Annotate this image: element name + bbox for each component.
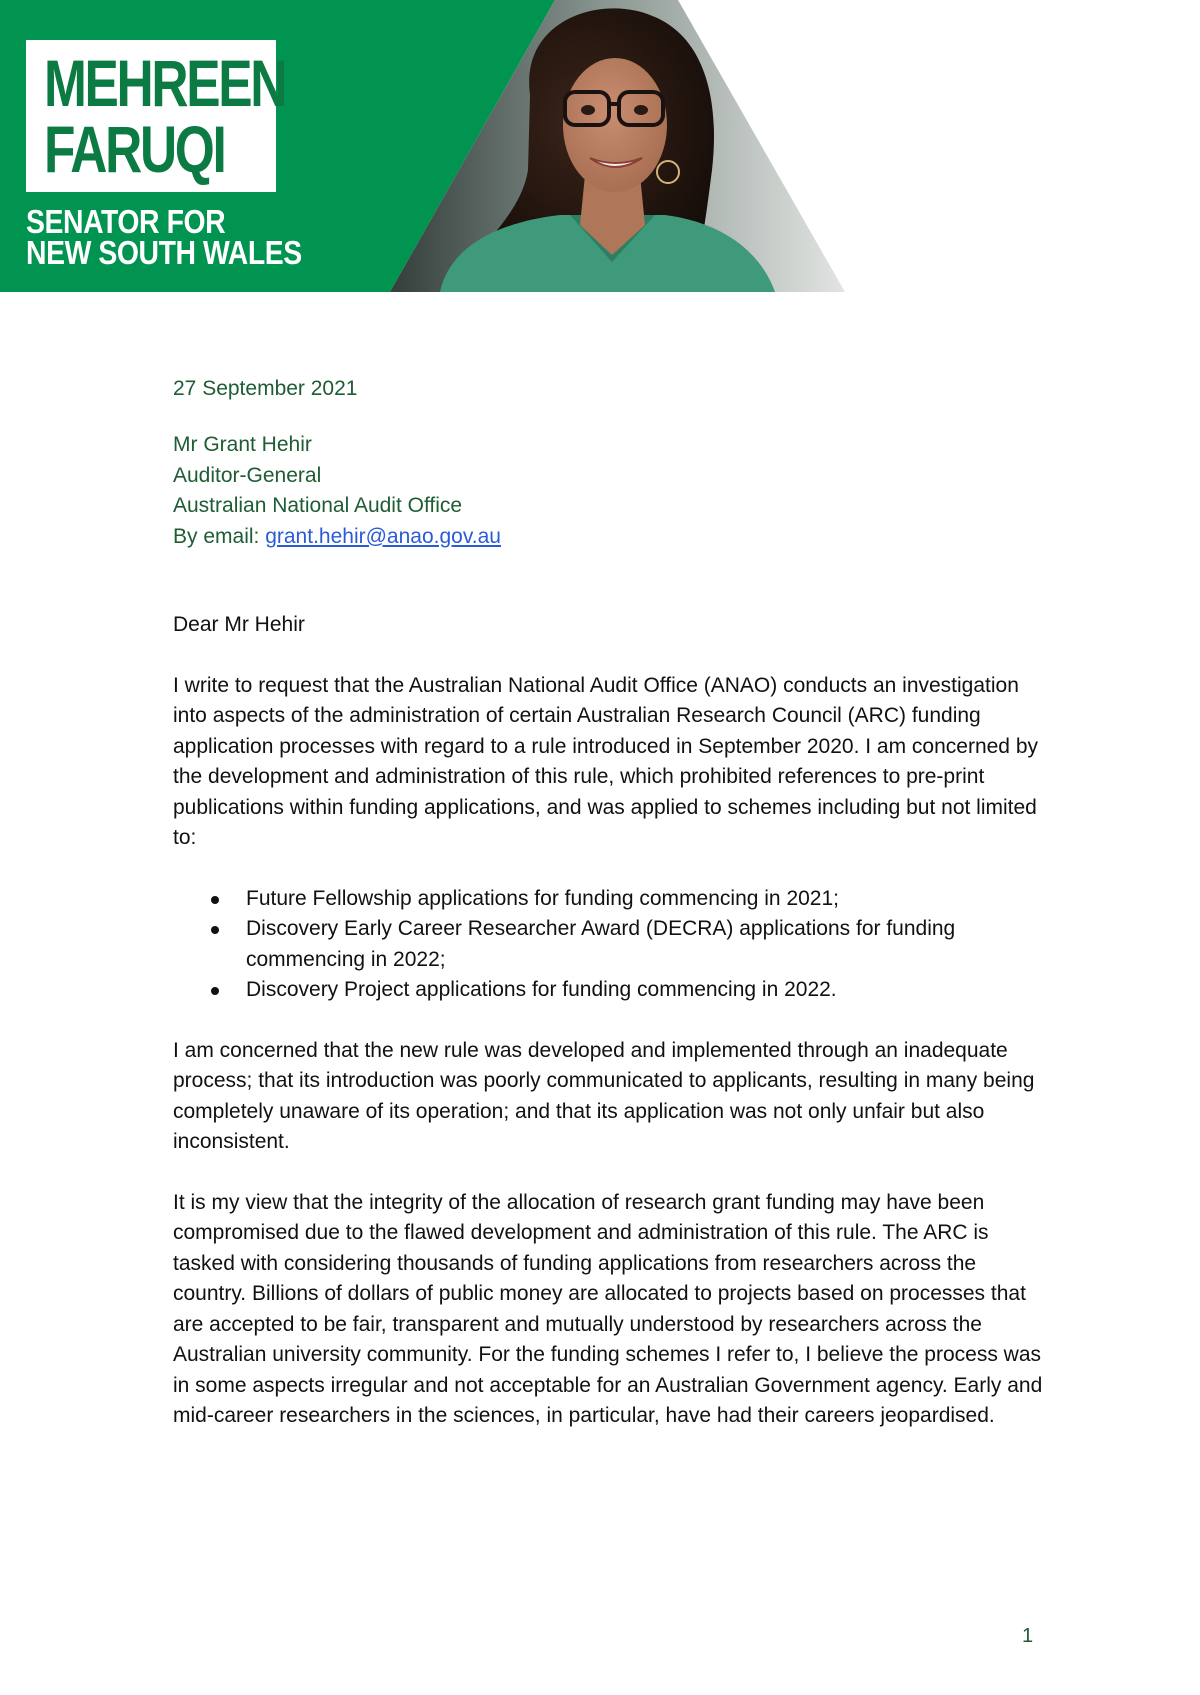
- letter-date: 27 September 2021: [173, 377, 358, 400]
- list-item-text: Discovery Early Career Researcher Award (DECRA) applications for funding commencing in 2022;: [246, 917, 956, 971]
- recipient-email-link[interactable]: grant.hehir@anao.gov.au: [265, 524, 501, 548]
- recipient-title: Auditor-General: [173, 463, 322, 487]
- paragraph-request: I write to request that the Australian National Audit Office (ANAO) conducts an investigation into aspects of the administration of certain Australian Research Council (ARC) funding application processes with regard to a rule introduced in September 2020. I am concerned by the development and administration of this rule, which prohibited references to pre-print publications within funding applications, and was applied to schemes including but not limited to:: [173, 673, 1038, 849]
- logo-name: [44, 46, 286, 186]
- bullet-icon: [211, 987, 219, 995]
- list-item: [173, 975, 1043, 1006]
- letterhead-banner: [0, 0, 845, 292]
- scheme-list: [173, 884, 1043, 1006]
- list-item: [173, 884, 1043, 915]
- logo-first-name: MEHREEN: [44, 46, 286, 120]
- logo-name-box: [26, 40, 286, 192]
- salutation: Dear Mr Hehir: [173, 613, 305, 636]
- senator-title-line2: NEW SOUTH WALES: [26, 234, 302, 271]
- logo-last-name: FARUQI: [44, 112, 225, 186]
- recipient-block: [173, 430, 1043, 552]
- recipient-email-line: [173, 522, 1043, 553]
- senator-title-line1: SENATOR FOR: [26, 203, 226, 240]
- list-item-text: Future Fellowship applications for funding commencing in 2021;: [246, 886, 839, 910]
- email-prefix: By email:: [173, 524, 266, 548]
- recipient-organisation: Australian National Audit Office: [173, 494, 463, 517]
- bullet-icon: [211, 896, 219, 904]
- paragraph-integrity: It is my view that the integrity of the allocation of research grant funding may have been compromised due to the flawed development and administration of this rule. The ARC is tasked with considering thousands of funding applications from researchers across the country. Billions of dollars of public money are allocated to projects based on processes that are accepted to be fair, transparent and mutually understood by researchers across the Australian university community. For the funding schemes I refer to, I believe the process was in some aspects irregular and not acceptable for an Australian Government agency. Early and mid-career researchers in the sciences, in particular, have had their careers jeopardised.: [173, 1190, 1043, 1427]
- page-number: 1: [1022, 1625, 1034, 1647]
- recipient-name: Mr Grant Hehir: [173, 433, 312, 456]
- list-item: [173, 914, 1043, 975]
- list-item-text: Discovery Project applications for funding commencing in 2022.: [246, 978, 837, 1001]
- letter-body: [173, 374, 1043, 1432]
- bullet-icon: [211, 926, 219, 934]
- paragraph-concerns: I am concerned that the new rule was developed and implemented through an inadequate process; that its introduction was poorly communicated to applicants, resulting in many being completely unaware of its operation; and that its application was not only unfair but also inconsistent.: [173, 1038, 1035, 1153]
